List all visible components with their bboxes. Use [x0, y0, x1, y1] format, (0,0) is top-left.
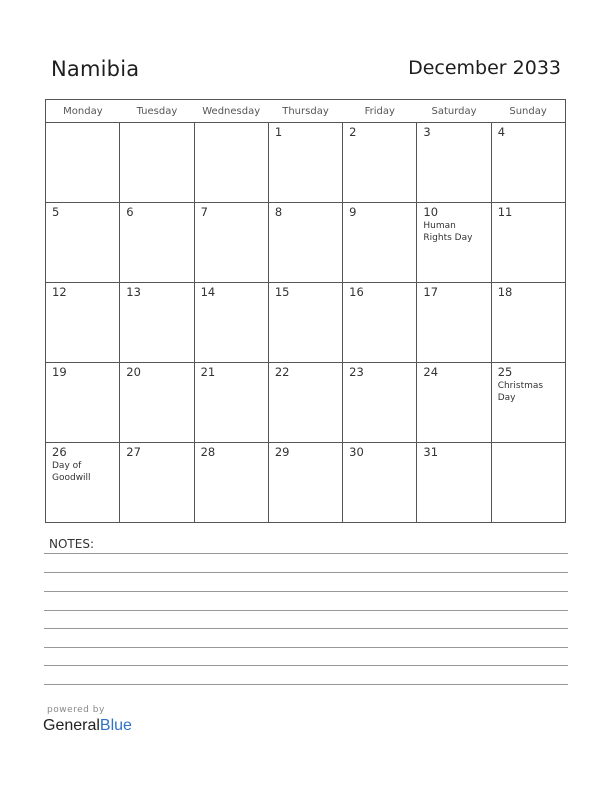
day-number: 18	[497, 285, 513, 299]
day-cell	[46, 283, 120, 363]
day-number: 4	[497, 125, 506, 139]
day-cell	[46, 203, 120, 283]
day-number: 14	[200, 285, 216, 299]
day-number: 6	[126, 205, 134, 219]
day-cell	[194, 363, 268, 443]
day-number: 24	[423, 365, 439, 379]
note-line	[44, 610, 568, 611]
week-row	[46, 363, 566, 443]
holiday-label: Human Rights Day	[423, 221, 473, 243]
day-cell	[491, 203, 565, 283]
note-line	[44, 647, 568, 648]
brand-name-general: General	[43, 717, 100, 734]
day-number: 15	[274, 285, 290, 299]
day-cell	[343, 363, 417, 443]
weekday-thursday: Thursday	[268, 100, 342, 123]
day-number: 1	[274, 125, 283, 139]
weekday-saturday: Saturday	[417, 100, 491, 123]
day-cell	[120, 283, 194, 363]
day-number: 13	[126, 285, 141, 299]
day-cell	[120, 363, 194, 443]
day-cell	[491, 123, 565, 203]
day-cell	[268, 443, 342, 523]
day-cell	[268, 363, 342, 443]
month-year-title: December 2033	[408, 57, 561, 79]
day-number: 2	[349, 125, 357, 139]
day-number: 23	[349, 365, 364, 379]
day-cell	[268, 203, 342, 283]
day-cell	[417, 123, 491, 203]
day-cell	[343, 443, 417, 523]
day-cell	[417, 283, 491, 363]
day-cell	[194, 123, 268, 203]
brand-name-blue: Blue	[99, 717, 132, 734]
day-number: 28	[200, 445, 216, 459]
day-number: 8	[274, 205, 283, 219]
day-cell	[491, 283, 565, 363]
day-number: 26	[52, 445, 67, 459]
notes-label: NOTES:	[49, 537, 94, 551]
country-title: Namibia	[51, 57, 140, 81]
day-number: 12	[52, 285, 67, 299]
day-cell	[491, 443, 565, 523]
day-number: 29	[274, 445, 290, 459]
note-line	[44, 684, 568, 685]
day-number: 17	[423, 285, 439, 299]
day-number: 10	[423, 205, 439, 219]
holiday-label: Christmas Day	[497, 381, 544, 403]
day-cell	[417, 443, 491, 523]
powered-by-text: powered by	[47, 705, 105, 715]
day-number: 20	[126, 365, 141, 379]
day-number: 25	[497, 365, 513, 379]
weekday-wednesday: Wednesday	[194, 100, 268, 123]
note-line	[44, 665, 568, 666]
day-number: 5	[52, 205, 60, 219]
week-row	[46, 203, 566, 283]
day-number: 7	[200, 205, 208, 219]
day-cell	[417, 363, 491, 443]
day-number: 19	[52, 365, 67, 379]
week-row	[46, 123, 566, 203]
weekday-monday: Monday	[46, 100, 120, 123]
week-row	[46, 283, 566, 363]
day-cell	[268, 283, 342, 363]
day-number: 27	[126, 445, 141, 459]
day-cell	[343, 123, 417, 203]
day-number: 30	[349, 445, 364, 459]
weekday-header-row	[46, 100, 566, 123]
day-cell	[120, 203, 194, 283]
weekday-sunday: Sunday	[491, 100, 565, 123]
day-cell	[343, 203, 417, 283]
calendar-grid	[45, 99, 566, 523]
day-number: 31	[423, 445, 439, 459]
day-cell	[343, 283, 417, 363]
day-number: 21	[200, 365, 216, 379]
day-cell	[46, 443, 120, 523]
day-cell	[194, 283, 268, 363]
day-number: 22	[274, 365, 290, 379]
holiday-label: Day of Goodwill	[52, 461, 91, 483]
day-cell	[46, 363, 120, 443]
day-cell	[194, 203, 268, 283]
day-number: 9	[349, 205, 357, 219]
day-number: 3	[423, 125, 431, 139]
note-line	[44, 591, 568, 592]
brand-logo	[43, 717, 132, 735]
day-number: 16	[349, 285, 364, 299]
day-cell	[268, 123, 342, 203]
day-cell	[491, 363, 565, 443]
day-cell	[46, 123, 120, 203]
weekday-tuesday: Tuesday	[120, 100, 194, 123]
day-cell	[120, 123, 194, 203]
day-cell	[120, 443, 194, 523]
weekday-friday: Friday	[343, 100, 417, 123]
day-cell	[194, 443, 268, 523]
note-line	[44, 553, 568, 554]
day-number: 11	[497, 205, 513, 219]
week-row	[46, 443, 566, 523]
note-line	[44, 572, 568, 573]
day-cell	[417, 203, 491, 283]
note-line	[44, 628, 568, 629]
